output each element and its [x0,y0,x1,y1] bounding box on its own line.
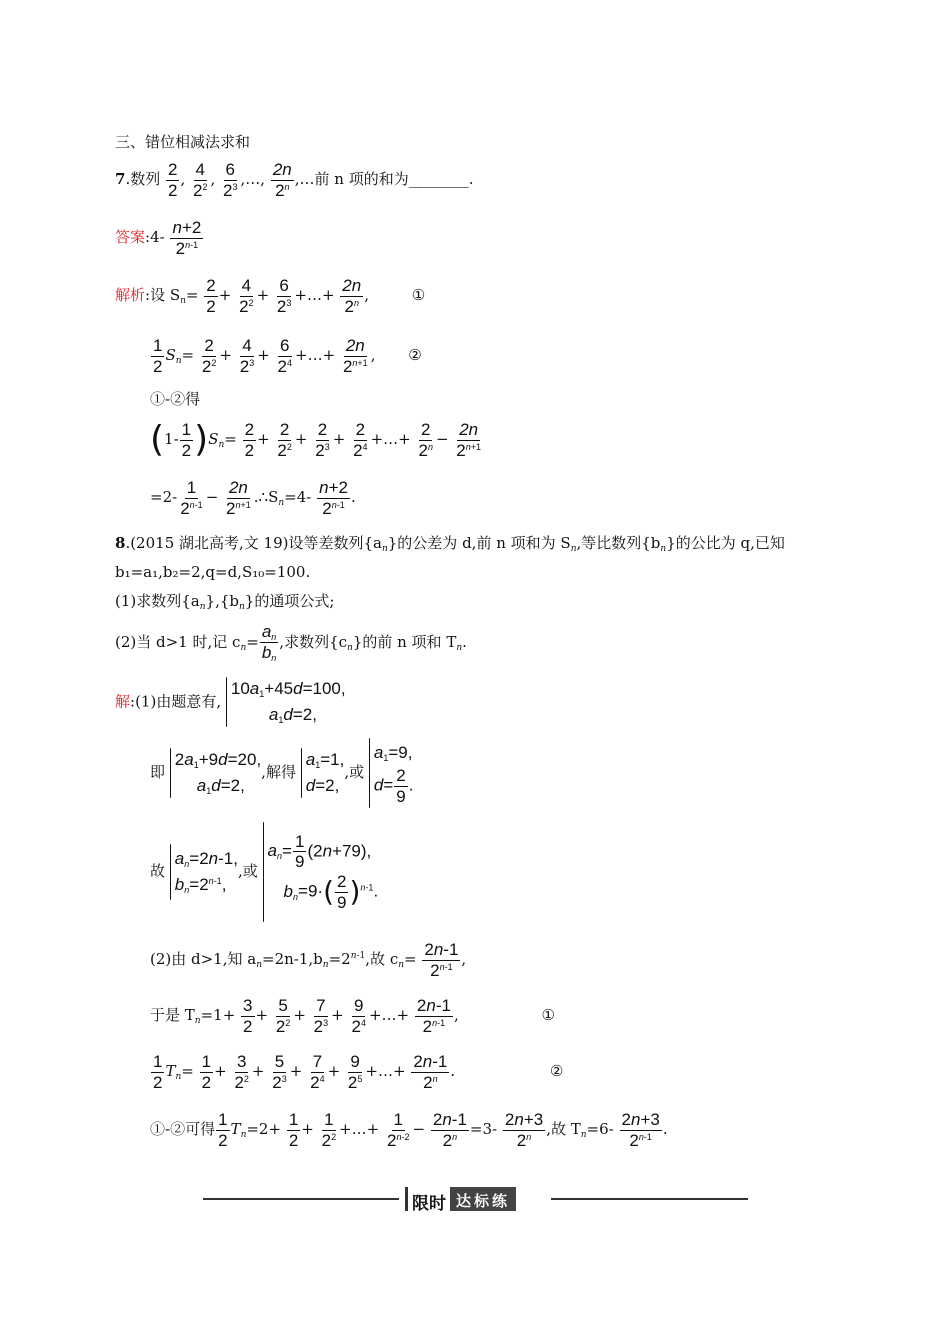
answer-7: 答案:4- $\frac{n+2}{2^{n-1}}$ [115,218,202,258]
solution-tn-3: ①-②可得 $\frac{1}{2}$ $T_n=2+$ $\frac{1}{2}$ + $\frac{1}{2^2}$ +…+ $\frac{1}{2^{n-2}}$ − $\frac{2n-1}{2^n}$ =3- $\frac{2n+3}{2^n}$ ,故 $T_n=6-$ $\frac{2n+3}{2^{n-1}}$ . [150,1110,668,1150]
solution-line-1: 解:(1)由题意有, $10a_1+45d=100$, $a_1d=2$, [115,679,346,726]
question-8-part2: (2)当 d>1 时,记 $c_n=$ $\frac{a_n}{b_n}$ ,求数列$\{c_n\}$的前 n 项和 $T_n$. [115,622,467,664]
analysis-line-2: $\frac{1}{2}$ $S_n=$ $\frac{2}{2^2}$ + $\frac{4}{2^3}$ + $\frac{6}{2^4}$ +…+ $\frac{2n}{2^{n+1}}$ , ② [153,336,422,376]
banner-rule-right [551,1198,748,1200]
solution-tn-1: 于是 $T_n=1+$ $\frac{3}{2}$ + $\frac{5}{2^2}$ + $\frac{7}{2^3}$ + $\frac{9}{2^4}$ +…+ $\frac{2n-1}{2^{n-1}}$ , ① [150,996,555,1036]
section-banner [203,1187,748,1214]
question-8-given: b₁=a₁,b₂=2,q=d,S₁₀=100. [115,563,311,581]
analysis-subtract: ①-②得 [150,390,201,408]
solution-line-2: 即 $2a_1+9d=20$, $a_1d=2$, ,解得 $a_1=1$, d=2, ,或 $a_1=9$, d= $\frac{2}{9}$ . [150,738,414,808]
analysis-line-4: =2- $\frac{1}{2^{n-1}}$ − $\frac{2n}{2^{n+1}}$ $.\therefore S_n=4-$ $\frac{n+2}{2^{n-1}}$ . [150,478,356,518]
solution-tn-2: $\frac{1}{2}$ $T_n=$ $\frac{1}{2}$ + $\frac{3}{2^2}$ + $\frac{5}{2^3}$ + $\frac{7}{2^4}$ + $\frac{9}{2^5}$ +…+ $\frac{2n-1}{2^n}$ . ② [153,1052,564,1092]
solution-line-3: 故 $a_n=2n-1$, $b_n=2^{n-1}$, ,或 $a_n=$ $\frac{1}{9}$ (2n+79), $b_n=9\cdot$( $\frac{2}{9}$ )$^{n-1}$. [150,822,378,922]
banner-label-right: 达标练 [450,1187,516,1211]
question-7: 7.数列 $\frac{2}{2}$ , $\frac{4}{2^2}$ , $\frac{6}{2^3}$ ,…, $\frac{2n}{2^n}$ ,…前 n 项的和为________. [115,160,474,200]
banner-label-left: 限时 [405,1187,450,1211]
solution-part2: (2)由 d>1,知 $a_n=2n-1,b_n=2^{n-1}$,故 $c_n=$ $\frac{2n-1}{2^{n-1}}$ , [150,940,467,980]
question-8: 8.(2015 湖北高考,文 19)设等差数列$\{a_n\}$的公差为 d,前 n 项和为 $S_n$,等比数列$\{b_n\}$的公比为 q,已知 [115,534,785,554]
analysis-line-1: 解析:设 $S_n=$ $\frac{2}{2}$ + $\frac{4}{2^2}$ + $\frac{6}{2^3}$ +…+ $\frac{2n}{2^n}$ , ① [115,276,426,316]
question-8-part1: (1)求数列$\{a_n\},\{b_n\}$的通项公式; [115,592,335,612]
analysis-line-3: (1- $\frac{1}{2}$ )$S_n=$ $\frac{2}{2}$ + $\frac{2}{2^2}$ + $\frac{2}{2^3}$ + $\frac{2}{2^4}$ +…+ $\frac{2}{2^n}$ − $\frac{2n}{2^{n+1}}$ [150,419,482,461]
banner-rule-left [203,1198,399,1200]
section-title: 三、错位相减法求和 [115,133,251,151]
banner-badge [405,1187,516,1214]
